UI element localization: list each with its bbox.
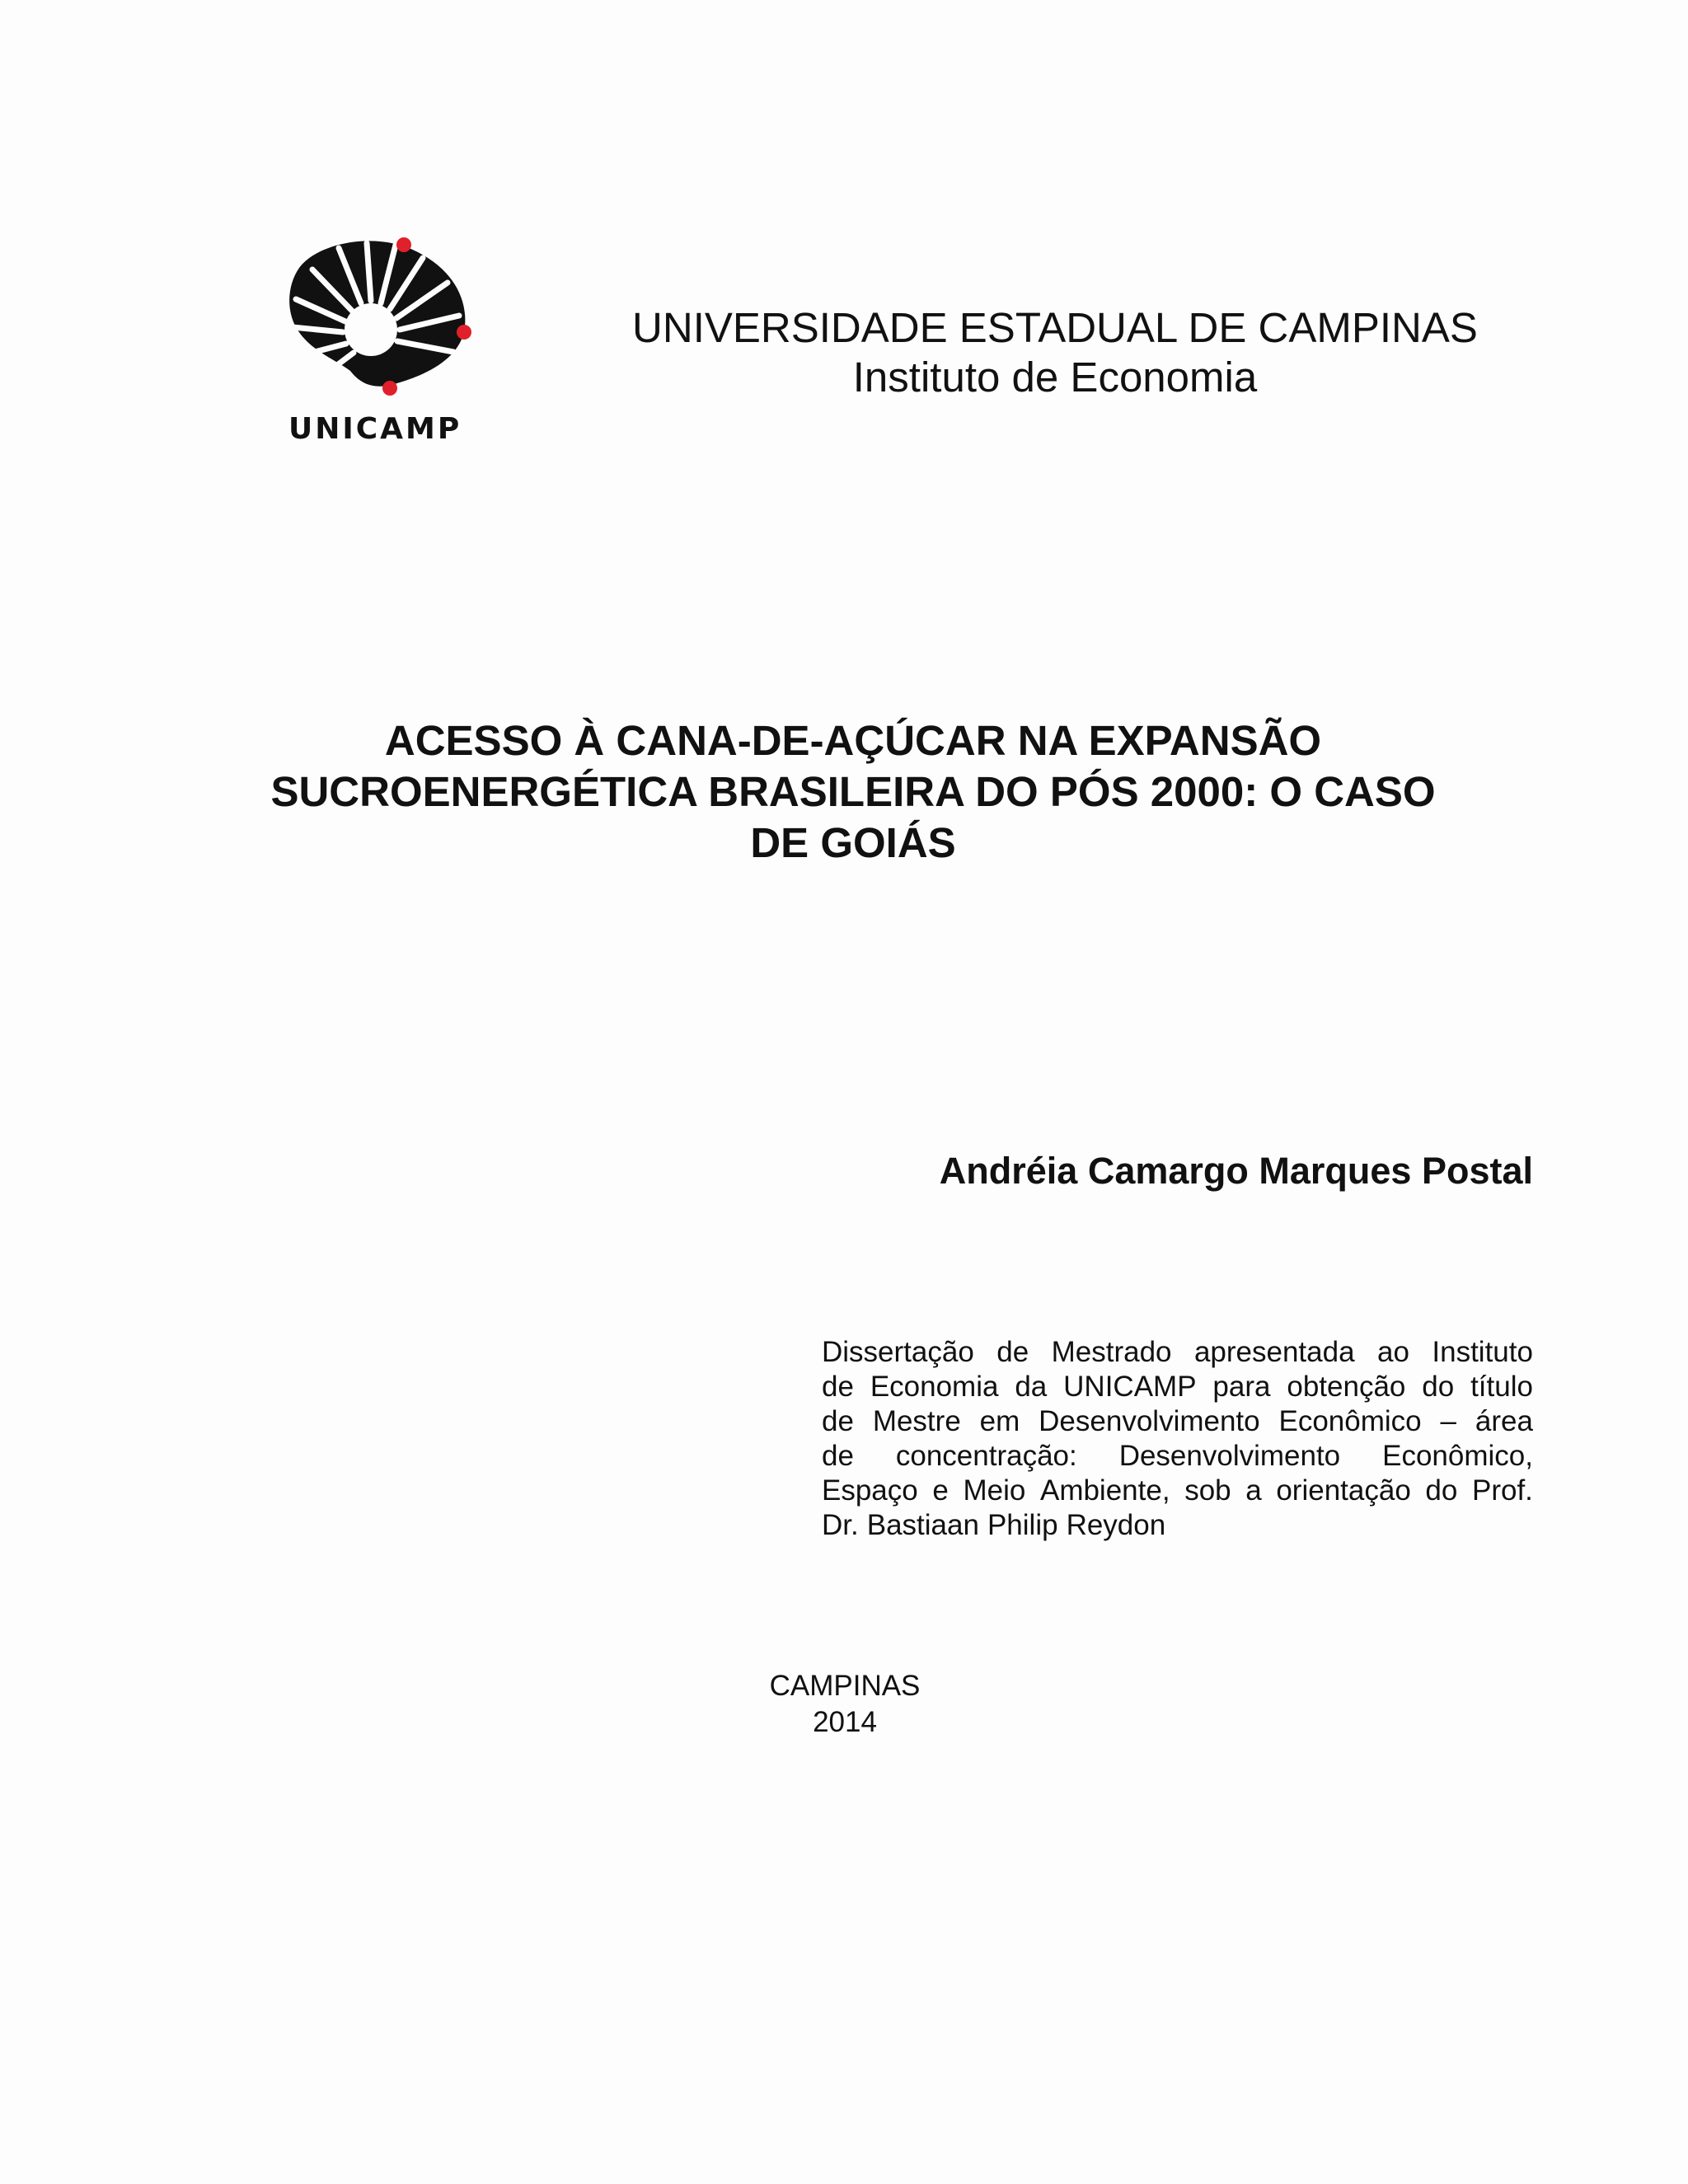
- description-word: de: [822, 1405, 854, 1437]
- description-word: Desenvolvimento: [1039, 1405, 1260, 1437]
- institution-header: [577, 303, 1533, 402]
- dissertation-description: [822, 1335, 1533, 1543]
- description-word: e: [932, 1474, 949, 1507]
- description-word: Meio: [963, 1474, 1026, 1507]
- description-word: em: [979, 1405, 1020, 1437]
- unicamp-wordmark: UNICAMP: [288, 412, 462, 446]
- description-word: Economia: [870, 1371, 999, 1403]
- description-line: [822, 1335, 1533, 1370]
- description-word: do: [1425, 1474, 1458, 1507]
- description-word: Dissertação: [822, 1336, 974, 1368]
- description-line: [822, 1404, 1533, 1439]
- description-word: Philip: [987, 1509, 1058, 1541]
- description-word: apresentada: [1193, 1336, 1355, 1368]
- unicamp-logo: [284, 235, 490, 445]
- description-word: Desenvolvimento: [1118, 1440, 1341, 1472]
- author-name: Andréia Camargo Marques Postal: [939, 1150, 1533, 1192]
- description-line: [822, 1370, 1533, 1404]
- description-word: de: [996, 1336, 1029, 1368]
- description-word: Dr.: [822, 1509, 859, 1541]
- description-word: Econômico,: [1382, 1440, 1533, 1472]
- description-word: concentração:: [895, 1440, 1077, 1472]
- description-word: de: [822, 1371, 854, 1403]
- description-word: Mestrado: [1051, 1336, 1172, 1368]
- description-line: [822, 1439, 1533, 1474]
- description-word: –: [1440, 1405, 1456, 1437]
- title-line: SUCROENERGÉTICA BRASILEIRA DO PÓS 2000: O CASO: [270, 768, 1436, 815]
- description-word: do: [1422, 1371, 1455, 1403]
- description-word: título: [1470, 1371, 1533, 1403]
- description-word: Econômico: [1278, 1405, 1422, 1437]
- institution-name: UNIVERSIDADE ESTADUAL DE CAMPINAS: [632, 304, 1478, 351]
- department-name: Instituto de Economia: [852, 354, 1258, 401]
- city: CAMPINAS: [769, 1670, 921, 1702]
- description-word: Bastiaan: [866, 1509, 979, 1541]
- description-word: Reydon: [1066, 1509, 1166, 1541]
- description-word: para: [1212, 1371, 1271, 1403]
- description-word: Espaço: [822, 1474, 918, 1507]
- description-word: área: [1475, 1405, 1533, 1437]
- description-word: sob: [1184, 1474, 1231, 1507]
- description-line: [822, 1508, 1533, 1543]
- title-line: DE GOIÁS: [750, 819, 956, 866]
- description-word: a: [1245, 1474, 1262, 1507]
- description-word: Ambiente,: [1039, 1474, 1170, 1507]
- description-word: ao: [1377, 1336, 1409, 1368]
- unicamp-emblem-icon: [284, 235, 490, 400]
- description-word: obtenção: [1287, 1371, 1406, 1403]
- description-word: Mestre: [872, 1405, 961, 1437]
- place-date: [701, 1668, 989, 1741]
- description-word: da: [1015, 1371, 1048, 1403]
- description-word: Prof.: [1471, 1474, 1533, 1507]
- dissertation-title: [239, 715, 1467, 869]
- description-word: Instituto: [1432, 1336, 1533, 1368]
- year: 2014: [813, 1706, 877, 1738]
- description-word: orientação: [1276, 1474, 1411, 1507]
- title-line: ACESSO À CANA-DE-AÇÚCAR NA EXPANSÃO: [384, 717, 1322, 764]
- description-word: UNICAMP: [1063, 1371, 1197, 1403]
- description-line: [822, 1474, 1533, 1508]
- description-word: de: [822, 1440, 854, 1472]
